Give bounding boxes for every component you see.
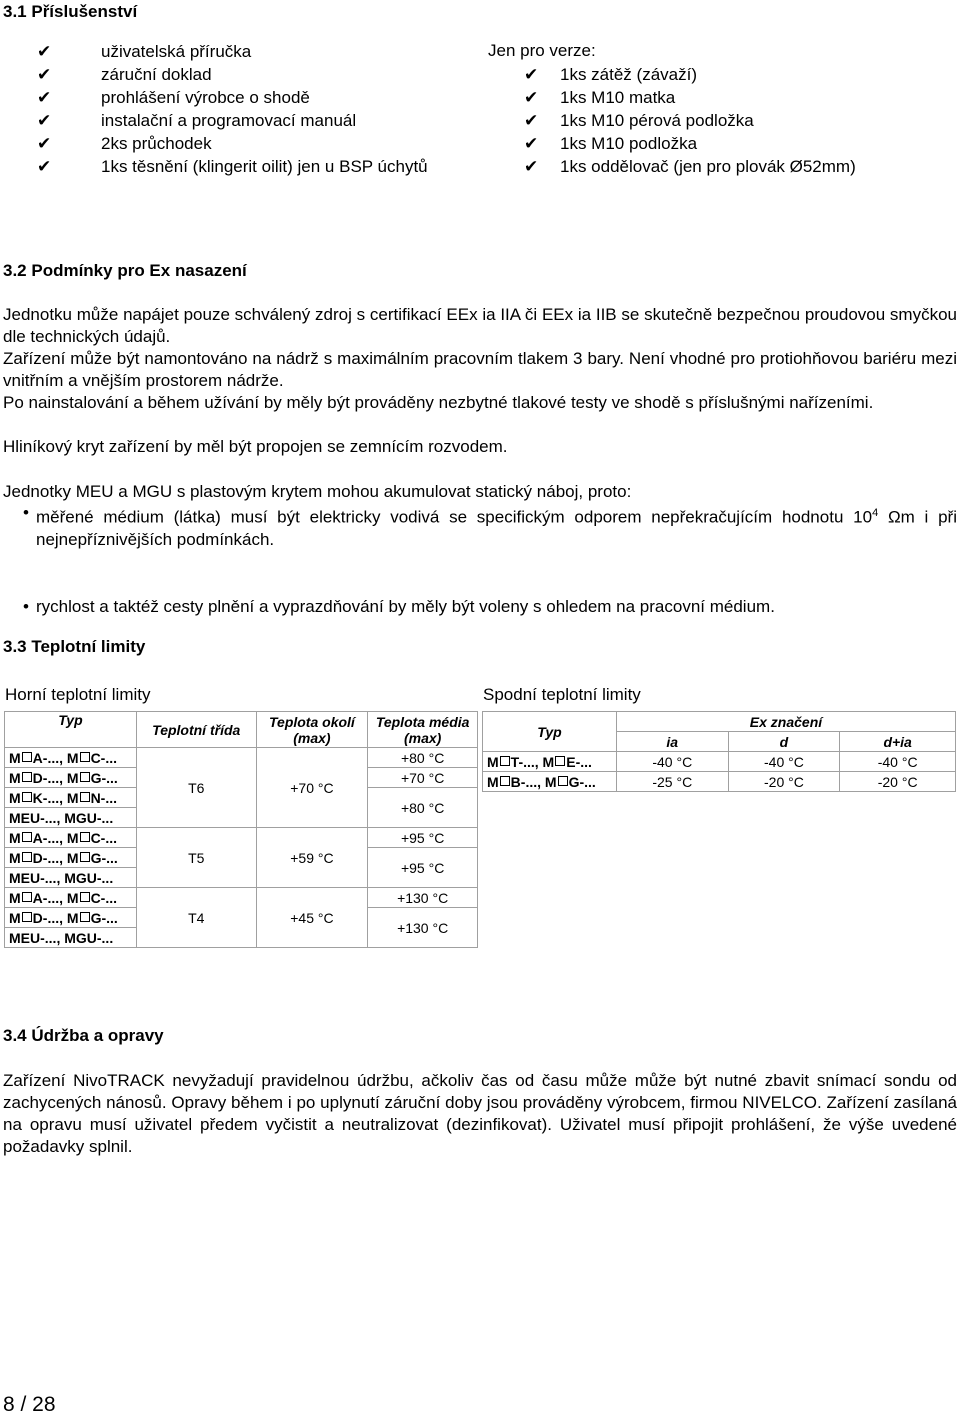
section-3-3-title: 3.3 Teplotní limity: [3, 637, 146, 656]
list-item: ✔ uživatelská příručka: [37, 42, 252, 61]
check-icon: ✔: [37, 134, 52, 153]
paragraph: Jednotku může napájet pouze schválený zdroj s certifikací EEx ia IIA či EEx ia IIB se skutečně bezpečnou proudovou smyčkou dle technických údajů.: [3, 305, 957, 346]
list-item: ✔ 2ks průchodek: [37, 134, 212, 153]
check-icon: ✔: [37, 65, 52, 84]
version-heading: Jen pro verze:: [488, 41, 596, 60]
table-row: M A-..., M C-... T4 +45 °C +130 °C: [5, 888, 478, 908]
header-d: d: [728, 732, 840, 752]
table-row: MEU-..., MGU-...: [5, 928, 478, 948]
list-item: ✔ 1ks M10 pérová podložka: [524, 111, 754, 130]
list-item: ✔ 1ks M10 podložka: [524, 134, 698, 153]
section-3-1-title: 3.1 Příslušenství: [3, 2, 138, 21]
check-icon: ✔: [524, 88, 539, 107]
table-row: M B-..., M G-... -25 °C -20 °C -20 °C: [483, 772, 956, 792]
list-item: ✔ 1ks oddělovač (jen pro plovák Ø52mm): [524, 157, 856, 176]
accessories-list: [35, 40, 428, 178]
list-item: ✔ 1ks M10 matka: [524, 88, 676, 107]
bullet-icon: •: [23, 596, 29, 616]
table-row: MEU-..., MGU-...: [5, 868, 478, 888]
header-ia: ia: [616, 732, 728, 752]
list-item: ✔ 1ks těsnění (klingerit oilit) jen u BSP úchytů: [37, 157, 428, 176]
header-ex: Ex značení: [616, 712, 955, 732]
bullet-item: • měřené médium (látka) musí být elektricky vodivá se specifickým odporem nepřekračujícím hodnotu $10^4$ Ωm i při nejnepříznivějších podmínkách.: [23, 503, 957, 549]
lower-limits-title: Spodní teplotní limity: [483, 685, 641, 704]
header-ambient: Teplota okolí (max): [256, 712, 368, 748]
table-row: M D-..., M G-... +95 °C: [5, 848, 478, 868]
check-icon: ✔: [524, 134, 539, 153]
table-row: M D-..., M G-... +130 °C: [5, 908, 478, 928]
check-icon: ✔: [37, 157, 52, 176]
bullet-icon: •: [23, 503, 29, 522]
check-icon: ✔: [37, 111, 52, 130]
paragraph: Jednotky MEU a MGU s plastovým krytem mohou akumulovat statický náboj, proto:: [3, 482, 632, 501]
section-3-4-title: 3.4 Údržba a opravy: [3, 1026, 164, 1045]
table-row: M A-..., M C-... T6 +70 °C +80 °C: [5, 748, 478, 768]
paragraph: Zařízení může být namontováno na nádrž s maximálním pracovním tlakem 3 bary. Není vhodné pro protiohňovou bariéru mezi vnitřním a vnějším prostorem nádrže.: [3, 349, 957, 390]
header-medium: Teplota média (max): [368, 712, 478, 748]
page-number: 8 / 28: [3, 1393, 56, 1416]
table-row: M D-..., M G-... +70 °C: [5, 768, 478, 788]
header-dia: d+ia: [840, 732, 956, 752]
table-row: M A-..., M C-... T5 +59 °C +95 °C: [5, 828, 478, 848]
check-icon: ✔: [524, 65, 539, 84]
header-typ: Typ: [483, 712, 617, 752]
table-row: M T-..., M E-... -40 °C -40 °C -40 °C: [483, 752, 956, 772]
check-icon: ✔: [37, 42, 52, 61]
header-class: Teplotní třída: [136, 712, 256, 748]
version-accessories-list: [488, 63, 856, 178]
paragraph: Hliníkový kryt zařízení by měl být propojen se zemnícím rozvodem.: [3, 437, 508, 456]
list-item: ✔ instalační a programovací manuál: [37, 111, 357, 130]
table-row: M K-..., M N-... +80 °C: [5, 788, 478, 808]
check-icon: ✔: [524, 111, 539, 130]
header-typ: Typ: [5, 712, 137, 748]
list-item: ✔ 1ks zátěž (závaží): [524, 65, 697, 84]
upper-limits-title: Horní teplotní limity: [5, 685, 151, 704]
paragraph: Zařízení NivoTRACK nevyžadují pravidelnou údržbu, ačkoliv čas od času může může být nutné zbavit snímací sondu od zachycených nánosů. Opravy během i po uplynutí záruční doby jsou prováděny výrobcem, firmou NIVELCO. Zařízení zasílaná na opravu musí uživatel předem vyčistit a neutralizovat (dezinfikovat). Uživatel musí připojit prohlášení, že výše uvedené požadavky splnil.: [3, 1071, 957, 1156]
list-item: ✔ prohlášení výrobce o shodě: [37, 88, 310, 107]
upper-limits-table: [4, 711, 478, 948]
list-item: ✔ záruční doklad: [37, 65, 212, 84]
check-icon: ✔: [37, 88, 52, 107]
section-3-2-title: 3.2 Podmínky pro Ex nasazení: [3, 261, 247, 280]
bullet-item: • rychlost a taktéž cesty plnění a vyprazdňování by měly být voleny s ohledem na pracovní médium.: [23, 596, 775, 616]
paragraph: Po nainstalování a během užívání by měly být prováděny nezbytné tlakové testy ve shodě s příslušnými nařízeními.: [3, 393, 874, 412]
lower-limits-table: [482, 711, 956, 792]
check-icon: ✔: [524, 157, 539, 176]
table-row: MEU-..., MGU-...: [5, 808, 478, 828]
